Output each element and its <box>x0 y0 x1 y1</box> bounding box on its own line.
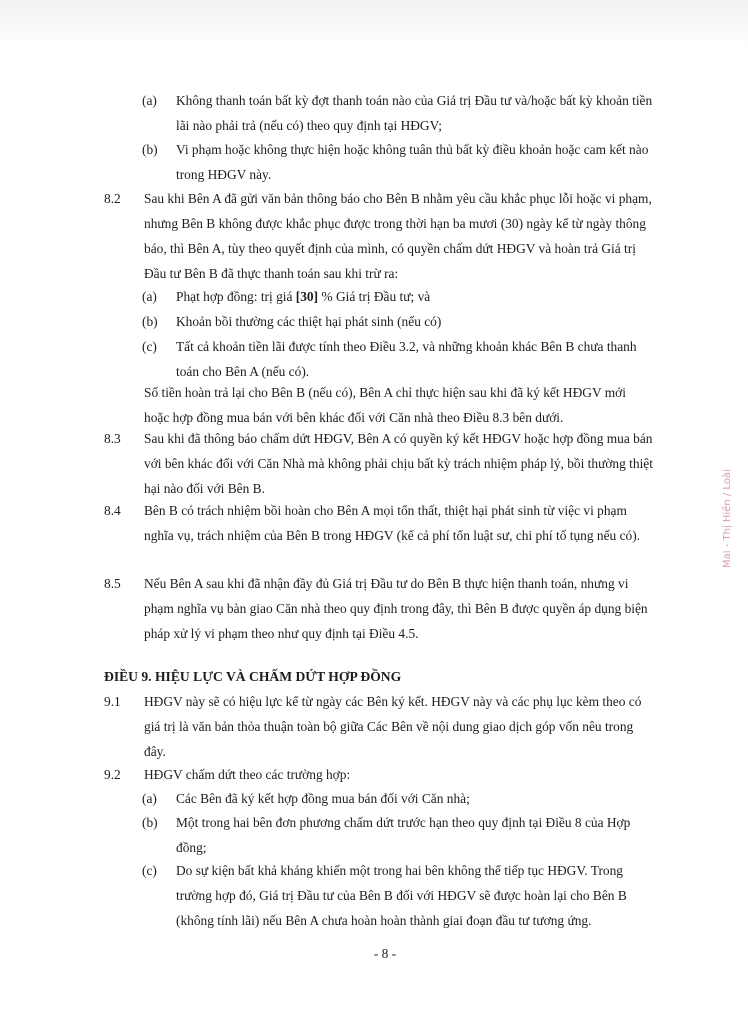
clause-number: 8.5 <box>104 576 121 591</box>
clause-text: Số tiền hoàn trả lại cho Bên B (nếu có), Bên A chỉ thực hiện sau khi đã ký kết HĐGV mới hoặc hợp đồng mua bán với bên khác đối với Căn nhà theo Điều 8.3 bên dưới. <box>144 385 626 425</box>
item-text-part: Phạt hợp đồng: trị giá <box>176 289 296 304</box>
item-text: Các Bên đã ký kết hợp đồng mua bán đối với Căn nhà; <box>176 791 470 806</box>
item-label: (a) <box>142 289 157 304</box>
item-label: (a) <box>142 791 157 806</box>
item-text: Vi phạm hoặc không thực hiện hoặc không tuân thủ bất kỳ điều khoản hoặc cam kết nào trong HĐGV này. <box>176 142 649 182</box>
item-label: (b) <box>142 815 158 830</box>
clause-text: HĐGV chấm dứt theo các trường hợp: <box>144 767 351 782</box>
scan-edge <box>0 0 748 46</box>
clause-text: Sau khi Bên A đã gửi văn bản thông báo cho Bên B nhằm yêu cầu khắc phục lỗi hoặc vi phạm, nhưng Bên B không được khắc phục được trong thời hạn ba mươi (30) ngày kể từ ngày thông báo, thì Bên A, tùy theo quyết định của mình, có quyền chấm dứt HĐGV và hoàn trả Giá trị Đầu tư Bên B đã thực thanh toán sau khi trừ ra: <box>144 191 652 281</box>
item-label: (b) <box>142 314 158 329</box>
item-text: Do sự kiện bất khả kháng khiến một trong hai bên không thể tiếp tục HĐGV. Trong trường hợp đó, Giá trị Đầu tư của Bên B đối với HĐGV sẽ được hoàn lại cho Bên B (không tính lãi) nếu Bên A chưa hoàn hoàn thành giai đoạn đầu tư tương ứng. <box>176 863 627 928</box>
item-label: (c) <box>142 863 157 878</box>
clause-text: Sau khi đã thông báo chấm dứt HĐGV, Bên A có quyền ký kết HĐGV hoặc hợp đồng mua bán với bên khác đối với Căn Nhà mà không phải chịu bất kỳ trách nhiệm pháp lý, bồi thường thiệt hại nào đối với Bên B. <box>144 431 653 496</box>
item-label: (a) <box>142 93 157 108</box>
clause-number: 8.2 <box>104 191 121 206</box>
item-text: Không thanh toán bất kỳ đợt thanh toán nào của Giá trị Đầu tư và/hoặc bất kỳ khoản tiền lãi nào phải trả (nếu có) theo quy định tại HĐGV; <box>176 93 653 133</box>
clause-number: 9.2 <box>104 767 121 782</box>
item-text <box>176 284 654 309</box>
item-label: (b) <box>142 142 158 157</box>
margin-initials: Mai - Thị Hiền / Loài <box>722 469 733 568</box>
article-heading: ĐIỀU 9. HIỆU LỰC VÀ CHẤM DỨT HỢP ĐỒNG <box>104 669 402 684</box>
penalty-value: [30] <box>295 289 319 304</box>
item-text: Khoản bồi thường các thiệt hại phát sinh (nếu có) <box>176 314 442 329</box>
item-text: Tất cả khoản tiền lãi được tính theo Điều 3.2, và những khoản khác Bên B chưa thanh toán cho Bên A (nếu có). <box>176 339 637 379</box>
item-text-part: % Giá trị Đầu tư; và <box>318 289 431 304</box>
page-number: - 8 - <box>373 946 397 961</box>
clause-text: HĐGV này sẽ có hiệu lực kể từ ngày các Bên ký kết. HĐGV này và các phụ lục kèm theo có giá trị là văn bản thỏa thuận toàn bộ giữa Các Bên về nội dung giao dịch góp vốn nêu trong đây. <box>144 694 642 759</box>
clause-text: Nếu Bên A sau khi đã nhận đầy đủ Giá trị Đầu tư do Bên B thực hiện thanh toán, nhưng vi phạm nghĩa vụ bàn giao Căn nhà theo quy định trong đây, thì Bên B được quyền áp dụng biện pháp xử lý vi phạm theo như quy định tại Điều 4.5. <box>144 576 648 641</box>
clause-number: 8.4 <box>104 503 121 518</box>
item-text: Một trong hai bên đơn phương chấm dứt trước hạn theo quy định tại Điều 8 của Hợp đồng; <box>176 815 631 855</box>
clause-text: Bên B có trách nhiệm bồi hoàn cho Bên A mọi tổn thất, thiệt hại phát sinh từ việc vi phạm nghĩa vụ, trách nhiệm của Bên B trong HĐGV (kể cả phí tổn luật sư, chi phí tố tụng nếu có). <box>144 503 641 543</box>
clause-number: 9.1 <box>104 694 121 709</box>
item-label: (c) <box>142 339 157 354</box>
clause-number: 8.3 <box>104 431 121 446</box>
